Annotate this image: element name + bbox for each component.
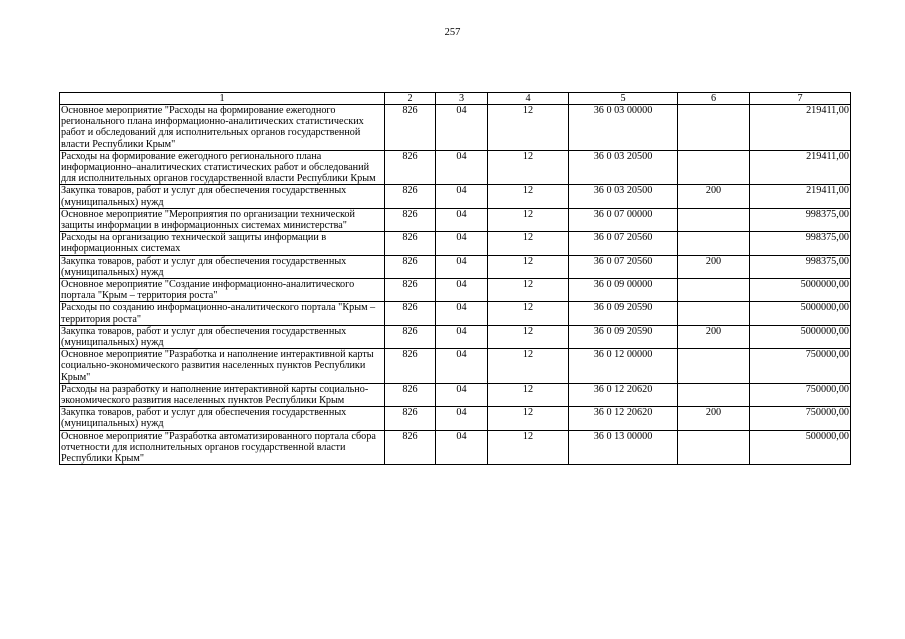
expense-type-cell: 200 <box>678 407 750 430</box>
description-cell: Основное мероприятие "Создание информационно-аналитического портала "Крым – территория роста" <box>60 279 385 302</box>
expense-type-cell: 200 <box>678 325 750 348</box>
budget-table <box>59 92 851 465</box>
expense-type-cell <box>678 349 750 384</box>
table-row <box>60 105 851 151</box>
section-code-cell: 04 <box>436 430 488 465</box>
expense-type-cell <box>678 302 750 325</box>
header-cell: 4 <box>488 93 569 105</box>
subsection-code-cell: 12 <box>488 302 569 325</box>
amount-cell: 500000,00 <box>750 430 851 465</box>
amount-cell: 750000,00 <box>750 383 851 406</box>
section-code-cell: 04 <box>436 232 488 255</box>
table-row <box>60 255 851 278</box>
ministry-code-cell: 826 <box>385 407 436 430</box>
table-row <box>60 279 851 302</box>
table-row <box>60 302 851 325</box>
ministry-code-cell: 826 <box>385 208 436 231</box>
table-row <box>60 325 851 348</box>
section-code-cell: 04 <box>436 407 488 430</box>
ministry-code-cell: 826 <box>385 150 436 185</box>
target-article-cell: 36 0 09 00000 <box>569 279 678 302</box>
target-article-cell: 36 0 12 20620 <box>569 383 678 406</box>
target-article-cell: 36 0 07 00000 <box>569 208 678 231</box>
table-row <box>60 150 851 185</box>
expense-type-cell <box>678 279 750 302</box>
header-cell: 3 <box>436 93 488 105</box>
amount-cell: 5000000,00 <box>750 325 851 348</box>
subsection-code-cell: 12 <box>488 407 569 430</box>
subsection-code-cell: 12 <box>488 430 569 465</box>
expense-type-cell: 200 <box>678 185 750 208</box>
description-cell: Основное мероприятие "Разработка автоматизированного портала сбора отчетности для исполнительных органов государственной власти Республики Крым" <box>60 430 385 465</box>
table-row <box>60 407 851 430</box>
subsection-code-cell: 12 <box>488 279 569 302</box>
target-article-cell: 36 0 03 20500 <box>569 150 678 185</box>
target-article-cell: 36 0 13 00000 <box>569 430 678 465</box>
page-number: 257 <box>444 27 461 38</box>
target-article-cell: 36 0 09 20590 <box>569 302 678 325</box>
amount-cell: 219411,00 <box>750 105 851 151</box>
header-cell: 6 <box>678 93 750 105</box>
table-row <box>60 349 851 384</box>
description-cell: Закупка товаров, работ и услуг для обеспечения государственных (муниципальных) нужд <box>60 325 385 348</box>
ministry-code-cell: 826 <box>385 325 436 348</box>
expense-type-cell <box>678 208 750 231</box>
ministry-code-cell: 826 <box>385 232 436 255</box>
table-row <box>60 185 851 208</box>
amount-cell: 219411,00 <box>750 185 851 208</box>
section-code-cell: 04 <box>436 279 488 302</box>
target-article-cell: 36 0 03 20500 <box>569 185 678 208</box>
table-row <box>60 208 851 231</box>
subsection-code-cell: 12 <box>488 208 569 231</box>
target-article-cell: 36 0 12 20620 <box>569 407 678 430</box>
target-article-cell: 36 0 07 20560 <box>569 232 678 255</box>
description-cell: Основное мероприятие "Разработка и наполнение интерактивной карты социально-экономического развития населенных пунктов Республики Крым" <box>60 349 385 384</box>
amount-cell: 219411,00 <box>750 150 851 185</box>
subsection-code-cell: 12 <box>488 105 569 151</box>
subsection-code-cell: 12 <box>488 150 569 185</box>
section-code-cell: 04 <box>436 208 488 231</box>
expense-type-cell <box>678 383 750 406</box>
ministry-code-cell: 826 <box>385 302 436 325</box>
description-cell: Основное мероприятие "Расходы на формирование ежегодного регионального плана информационно-аналитических статистических работ и обследований для исполнительных органов государственной власти Республики Крым" <box>60 105 385 151</box>
expense-type-cell <box>678 430 750 465</box>
description-cell: Закупка товаров, работ и услуг для обеспечения государственных (муниципальных) нужд <box>60 407 385 430</box>
header-cell: 1 <box>60 93 385 105</box>
ministry-code-cell: 826 <box>385 430 436 465</box>
amount-cell: 998375,00 <box>750 208 851 231</box>
subsection-code-cell: 12 <box>488 185 569 208</box>
table-row <box>60 430 851 465</box>
amount-cell: 5000000,00 <box>750 302 851 325</box>
section-code-cell: 04 <box>436 325 488 348</box>
header-cell: 5 <box>569 93 678 105</box>
section-code-cell: 04 <box>436 349 488 384</box>
ministry-code-cell: 826 <box>385 383 436 406</box>
description-cell: Расходы на разработку и наполнение интерактивной карты социально-экономического развития населенных пунктов Республики Крым <box>60 383 385 406</box>
header-cell: 7 <box>750 93 851 105</box>
subsection-code-cell: 12 <box>488 349 569 384</box>
target-article-cell: 36 0 09 20590 <box>569 325 678 348</box>
amount-cell: 998375,00 <box>750 255 851 278</box>
ministry-code-cell: 826 <box>385 255 436 278</box>
subsection-code-cell: 12 <box>488 232 569 255</box>
ministry-code-cell: 826 <box>385 105 436 151</box>
expense-type-cell <box>678 232 750 255</box>
description-cell: Расходы на формирование ежегодного регионального плана информационно–аналитических статистических работ и обследований для исполнительных органов государственной власти Республики Крым <box>60 150 385 185</box>
section-code-cell: 04 <box>436 383 488 406</box>
amount-cell: 5000000,00 <box>750 279 851 302</box>
table-row <box>60 232 851 255</box>
description-cell: Расходы на организацию технической защиты информации в информационных системах <box>60 232 385 255</box>
target-article-cell: 36 0 07 20560 <box>569 255 678 278</box>
section-code-cell: 04 <box>436 255 488 278</box>
description-cell: Закупка товаров, работ и услуг для обеспечения государственных (муниципальных) нужд <box>60 185 385 208</box>
section-code-cell: 04 <box>436 150 488 185</box>
target-article-cell: 36 0 03 00000 <box>569 105 678 151</box>
ministry-code-cell: 826 <box>385 349 436 384</box>
description-cell: Закупка товаров, работ и услуг для обеспечения государственных (муниципальных) нужд <box>60 255 385 278</box>
amount-cell: 998375,00 <box>750 232 851 255</box>
subsection-code-cell: 12 <box>488 255 569 278</box>
amount-cell: 750000,00 <box>750 349 851 384</box>
expense-type-cell <box>678 150 750 185</box>
ministry-code-cell: 826 <box>385 185 436 208</box>
target-article-cell: 36 0 12 00000 <box>569 349 678 384</box>
table-header-row <box>60 93 851 105</box>
subsection-code-cell: 12 <box>488 383 569 406</box>
description-cell: Основное мероприятие "Мероприятия по организации технической защиты информации в информационных системах министерства" <box>60 208 385 231</box>
header-cell: 2 <box>385 93 436 105</box>
table-row <box>60 383 851 406</box>
section-code-cell: 04 <box>436 185 488 208</box>
expense-type-cell: 200 <box>678 255 750 278</box>
section-code-cell: 04 <box>436 302 488 325</box>
subsection-code-cell: 12 <box>488 325 569 348</box>
expense-type-cell <box>678 105 750 151</box>
section-code-cell: 04 <box>436 105 488 151</box>
ministry-code-cell: 826 <box>385 279 436 302</box>
description-cell: Расходы по созданию информационно-аналитического портала "Крым – территория роста" <box>60 302 385 325</box>
amount-cell: 750000,00 <box>750 407 851 430</box>
